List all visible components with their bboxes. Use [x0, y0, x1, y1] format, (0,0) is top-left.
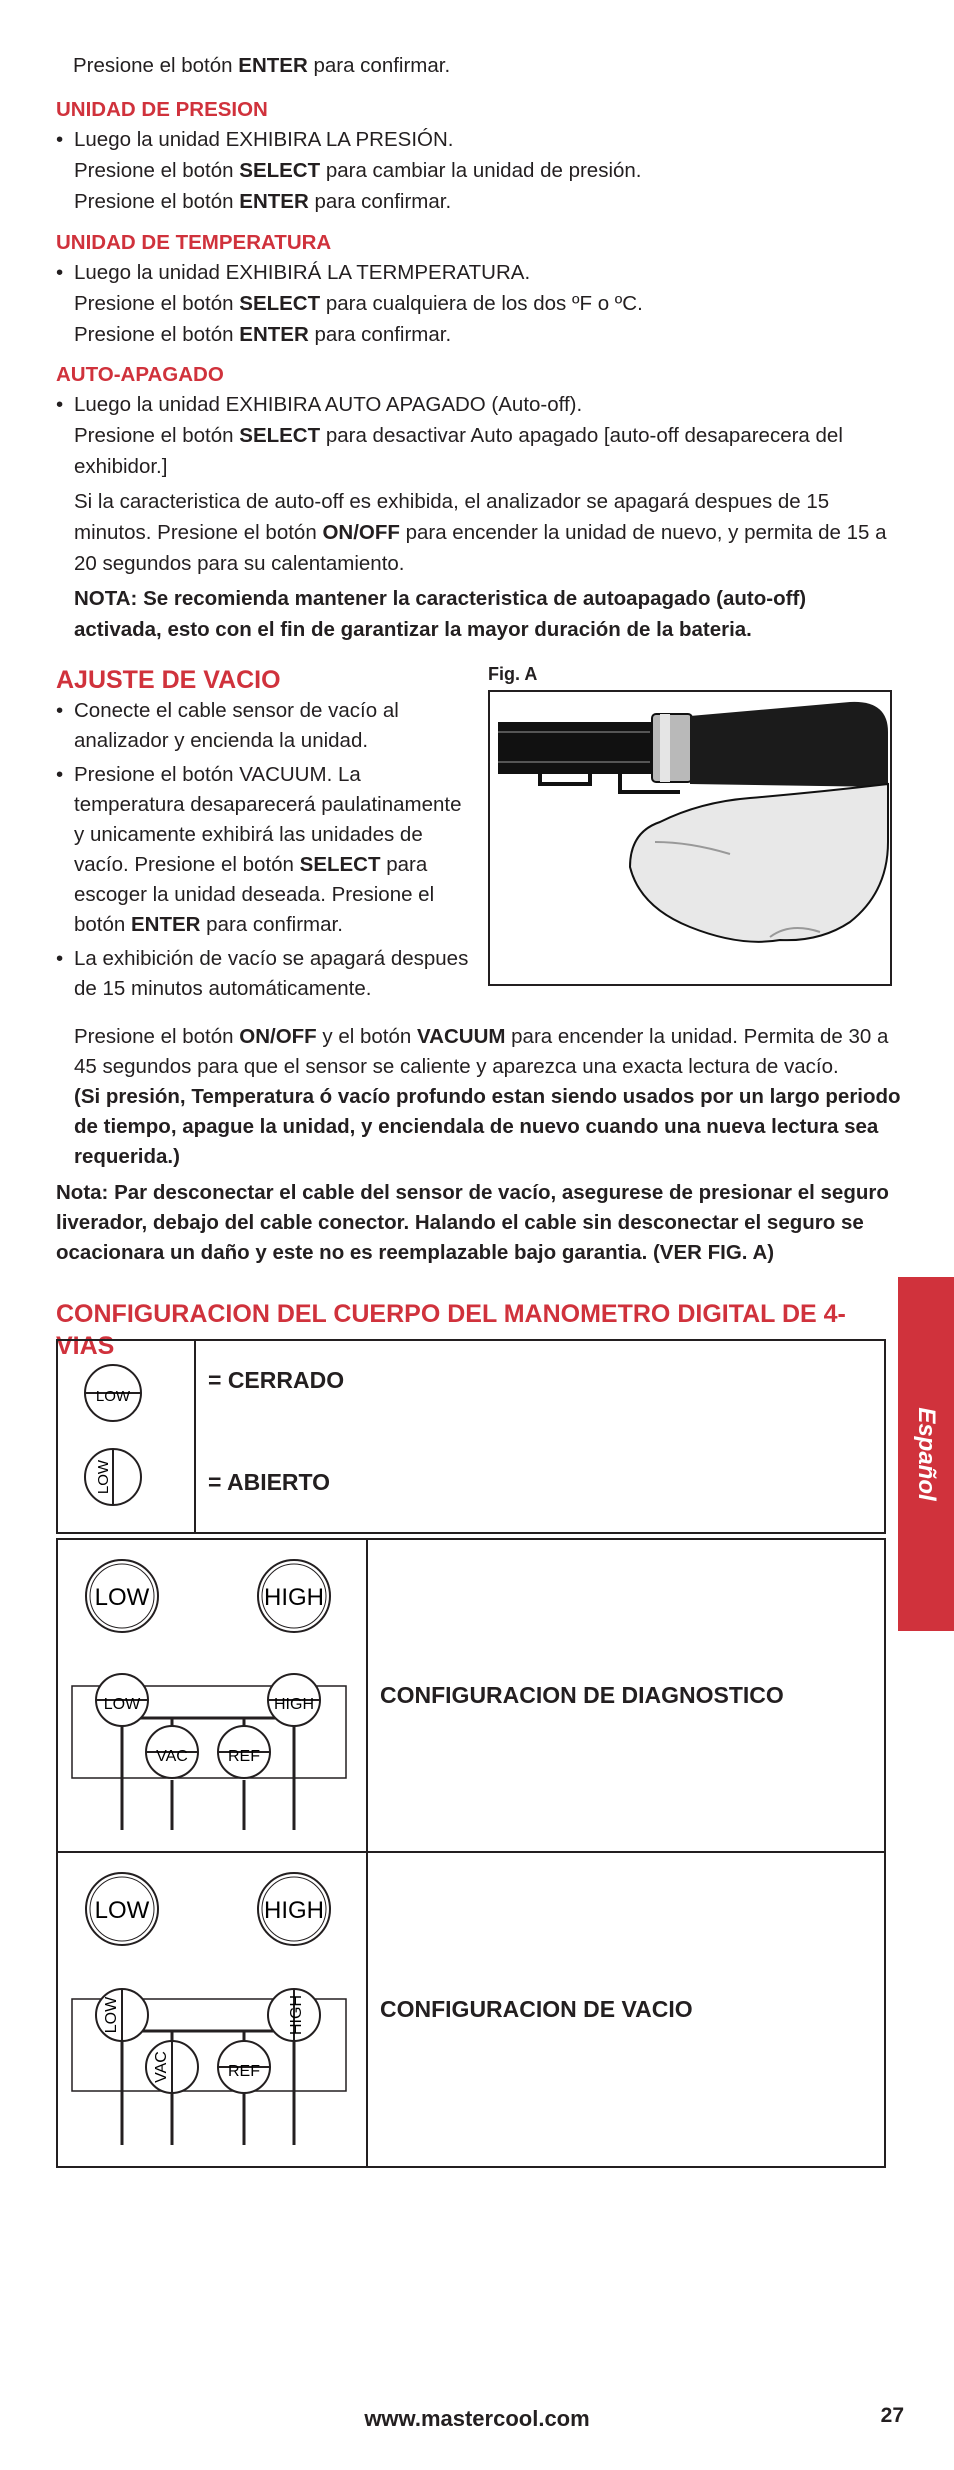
valve-label: LOW: [103, 1996, 120, 2034]
diagnostic-config-label: CONFIGURACION DE DIAGNOSTICO: [380, 1682, 784, 1708]
bullet-item: • Luego la unidad EXHIBIRÁ LA TERMPERATURA.: [56, 257, 896, 288]
language-side-tab: [898, 1277, 954, 1631]
legend-icons: [57, 1340, 195, 1533]
diagnostic-label-cell: [367, 1539, 885, 1852]
knob-label: HIGH: [264, 1897, 324, 1924]
vacuum-label-cell: [367, 1852, 885, 2167]
bullet-item: • Luego la unidad EXHIBIRA LA PRESIÓN.: [56, 124, 896, 155]
valve-label: HIGH: [274, 1696, 314, 1713]
disconnect-note: Nota: Par desconectar el cable del sensor de vacío, asegurese de presionar el seguro liverador, debajo del cable conector. Halando el cable sin desconectar el seguro se ocacionara un daño y este no es reemplazable bajo garantia. (VER FIG. A): [56, 1181, 889, 1264]
vacuum-paragraph: Presione el botón ON/OFF y el botón VACUUM para encender la unidad. Permita de 30 a 45 segundos para que el sensor se caliente y aparezca una exacta lectura de vacío. (Si presión, Temperatura ó vacío profundo estan siendo usados por un largo periodo de tiempo, apague la unidad, y enciendala de nuevo cuando una nueva lectura sea requerida.): [74, 1022, 904, 1172]
page-number: 27: [880, 2404, 904, 2427]
section-heading: AJUSTE DE VACIO: [56, 666, 281, 694]
auto-off-paragraph: Si la caracteristica de auto-off es exhibida, el analizador se apagará despues de 15 minutos. Presione el botón ON/OFF para encender la unidad de nuevo, y permita de 15 a 20 segundos para su calentamiento.: [74, 490, 887, 575]
section-heading: UNIDAD DE PRESION: [56, 98, 268, 121]
instruction-line: Presione el botón ENTER para confirmar.: [74, 323, 452, 346]
vacuum-config-label: CONFIGURACION DE VACIO: [380, 1996, 693, 2022]
bullet-item: • Presione el botón VACUUM. La temperatura desaparecerá paulatinamente y unicamente exhibirá las unidades de vacío. Presione el botón SELECT para escoger la unidad deseada. Presione el botón ENTER para confirmar.: [56, 760, 476, 940]
section-unidad-presion: [56, 96, 896, 217]
figure-label: Fig. A: [488, 664, 538, 684]
intro-line: [73, 50, 893, 81]
bullet-item: • Luego la unidad EXHIBIRA AUTO APAGADO (Auto-off).: [56, 389, 896, 420]
figure-a-illustration: [488, 690, 892, 986]
instruction-line: Presione el botón SELECT para desactivar Auto apagado [auto-off desaparecera del exhibidor.]: [74, 424, 843, 478]
valve-legend-table: [56, 1339, 886, 1534]
vacuum-sensor-connector-drawing: [490, 692, 890, 984]
section-heading: CONFIGURACION DEL CUERPO DEL MANOMETRO DIGITAL DE 4-VIAS: [56, 1300, 846, 1360]
intro-text: Presione el botón: [73, 54, 239, 77]
legend-descriptions: [195, 1340, 885, 1533]
vacuum-configuration-diagram: [58, 1853, 366, 2161]
bullet-item: • La exhibición de vacío se apagará despues de 15 minutos automáticamente.: [56, 944, 476, 1004]
instruction-line: Presione el botón SELECT para cualquiera de los dos ºF o ºC.: [74, 292, 643, 315]
legend-open-label: = ABIERTO: [208, 1469, 331, 1495]
instruction-line: Presione el botón ENTER para confirmar.: [74, 190, 452, 213]
language-label: Español: [913, 1407, 940, 1501]
valve-label: REF: [228, 1748, 260, 1765]
intro-text-end: para confirmar.: [307, 54, 451, 77]
valve-label: HIGH: [288, 1995, 305, 2035]
bullet-item: • Conecte el cable sensor de vacío al analizador y encienda la unidad.: [56, 696, 476, 756]
section-heading: UNIDAD DE TEMPERATURA: [56, 231, 332, 254]
valve-label: VAC: [153, 2051, 170, 2083]
valve-label: VAC: [156, 1748, 188, 1765]
section-unidad-temperatura: [56, 229, 896, 350]
valve-open-icon: [85, 1449, 141, 1505]
section-ajuste-vacio: [56, 664, 476, 1004]
section-auto-apagado: [56, 361, 896, 645]
vacuum-note-bold: (Si presión, Temperatura ó vacío profundo estan siendo usados por un largo periodo de tiempo, apague la unidad, y enciendala de nuevo cuando una nueva lectura sea requerida.): [74, 1085, 901, 1168]
knob-label: LOW: [94, 1584, 150, 1611]
diagnostic-diagram-cell: [57, 1539, 367, 1852]
knob-label: LOW: [94, 1897, 150, 1924]
valve-closed-icon: [85, 1365, 141, 1421]
vacuum-diagram-cell: [57, 1852, 367, 2167]
section-heading: AUTO-APAGADO: [56, 363, 224, 386]
valve-label: LOW: [95, 1459, 112, 1495]
intro-bold: ENTER: [238, 54, 308, 77]
valve-label: LOW: [103, 1696, 141, 1713]
instruction-line: Presione el botón SELECT para cambiar la unidad de presión.: [74, 159, 642, 182]
valve-label: LOW: [95, 1388, 131, 1405]
auto-off-note: NOTA: Se recomienda mantener la caracteristica de autoapagado (auto-off) activada, esto con el fin de garantizar la mayor duración de la bateria.: [74, 587, 807, 641]
valve-label: REF: [228, 2063, 260, 2080]
footer-url: www.mastercool.com: [364, 2406, 590, 2431]
legend-closed-label: = CERRADO: [208, 1367, 345, 1393]
diagnostic-configuration-diagram: [58, 1540, 366, 1846]
knob-label: HIGH: [264, 1584, 324, 1611]
configuration-table: [56, 1538, 886, 2168]
